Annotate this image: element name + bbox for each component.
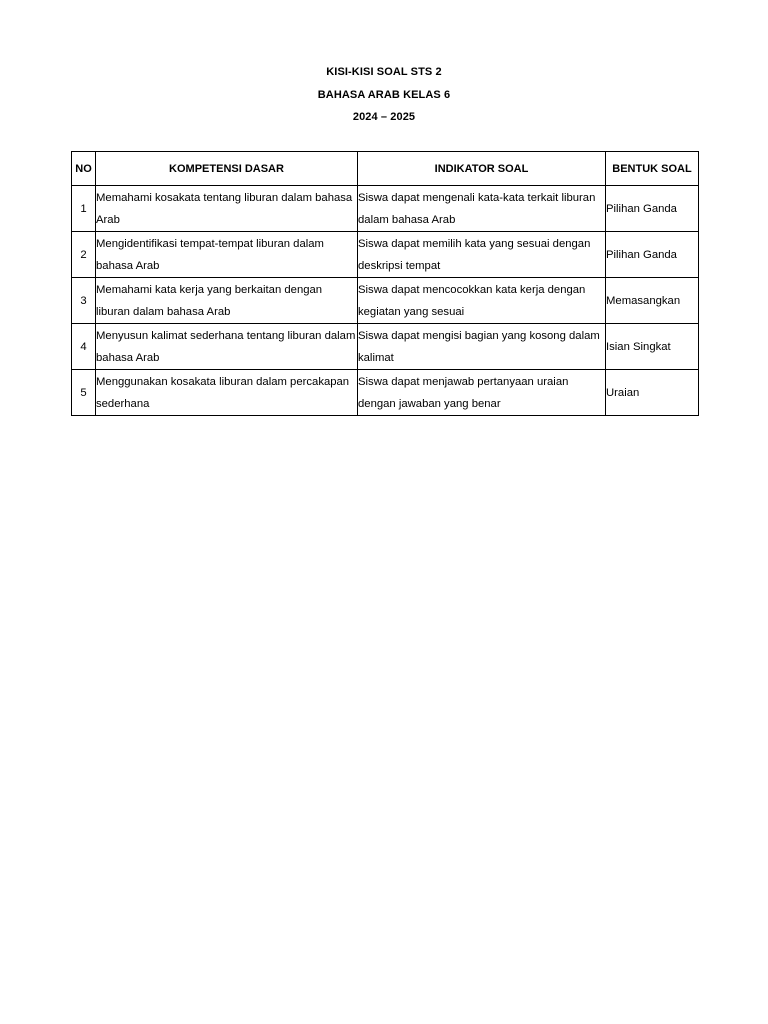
column-header-bentuk: BENTUK SOAL bbox=[606, 152, 699, 186]
cell-indikator: Siswa dapat mencocokkan kata kerja dengan kegiatan yang sesuai bbox=[358, 278, 606, 324]
cell-kompetensi: Memahami kata kerja yang berkaitan dengan liburan dalam bahasa Arab bbox=[96, 278, 358, 324]
table-row bbox=[72, 232, 699, 278]
cell-no: 4 bbox=[72, 324, 96, 370]
cell-bentuk: Pilihan Ganda bbox=[606, 232, 699, 278]
cell-indikator: Siswa dapat mengenali kata-kata terkait liburan dalam bahasa Arab bbox=[358, 186, 606, 232]
cell-no: 5 bbox=[72, 370, 96, 416]
cell-no: 3 bbox=[72, 278, 96, 324]
table-row bbox=[72, 278, 699, 324]
table-row bbox=[72, 324, 699, 370]
column-header-no: NO bbox=[72, 152, 96, 186]
cell-kompetensi: Memahami kosakata tentang liburan dalam bahasa Arab bbox=[96, 186, 358, 232]
cell-kompetensi: Menyusun kalimat sederhana tentang liburan dalam bahasa Arab bbox=[96, 324, 358, 370]
cell-bentuk: Memasangkan bbox=[606, 278, 699, 324]
cell-no: 1 bbox=[72, 186, 96, 232]
table-header-row bbox=[72, 152, 699, 186]
cell-kompetensi: Menggunakan kosakata liburan dalam percakapan sederhana bbox=[96, 370, 358, 416]
kisi-kisi-table bbox=[71, 151, 699, 416]
cell-bentuk: Pilihan Ganda bbox=[606, 186, 699, 232]
cell-no: 2 bbox=[72, 232, 96, 278]
cell-bentuk: Uraian bbox=[606, 370, 699, 416]
table-row bbox=[72, 370, 699, 416]
document-header bbox=[0, 61, 768, 129]
document-subtitle: BAHASA ARAB KELAS 6 bbox=[317, 88, 451, 101]
document-title: KISI-KISI SOAL STS 2 bbox=[326, 66, 442, 78]
column-header-indikator: INDIKATOR SOAL bbox=[358, 152, 606, 186]
cell-kompetensi: Mengidentifikasi tempat-tempat liburan dalam bahasa Arab bbox=[96, 232, 358, 278]
cell-indikator: Siswa dapat memilih kata yang sesuai dengan deskripsi tempat bbox=[358, 232, 606, 278]
cell-indikator: Siswa dapat menjawab pertanyaan uraian dengan jawaban yang benar bbox=[358, 370, 606, 416]
document-year: 2024 – 2025 bbox=[352, 111, 416, 123]
table-row bbox=[72, 186, 699, 232]
column-header-kompetensi: KOMPETENSI DASAR bbox=[96, 152, 358, 186]
cell-indikator: Siswa dapat mengisi bagian yang kosong dalam kalimat bbox=[358, 324, 606, 370]
cell-bentuk: Isian Singkat bbox=[606, 324, 699, 370]
